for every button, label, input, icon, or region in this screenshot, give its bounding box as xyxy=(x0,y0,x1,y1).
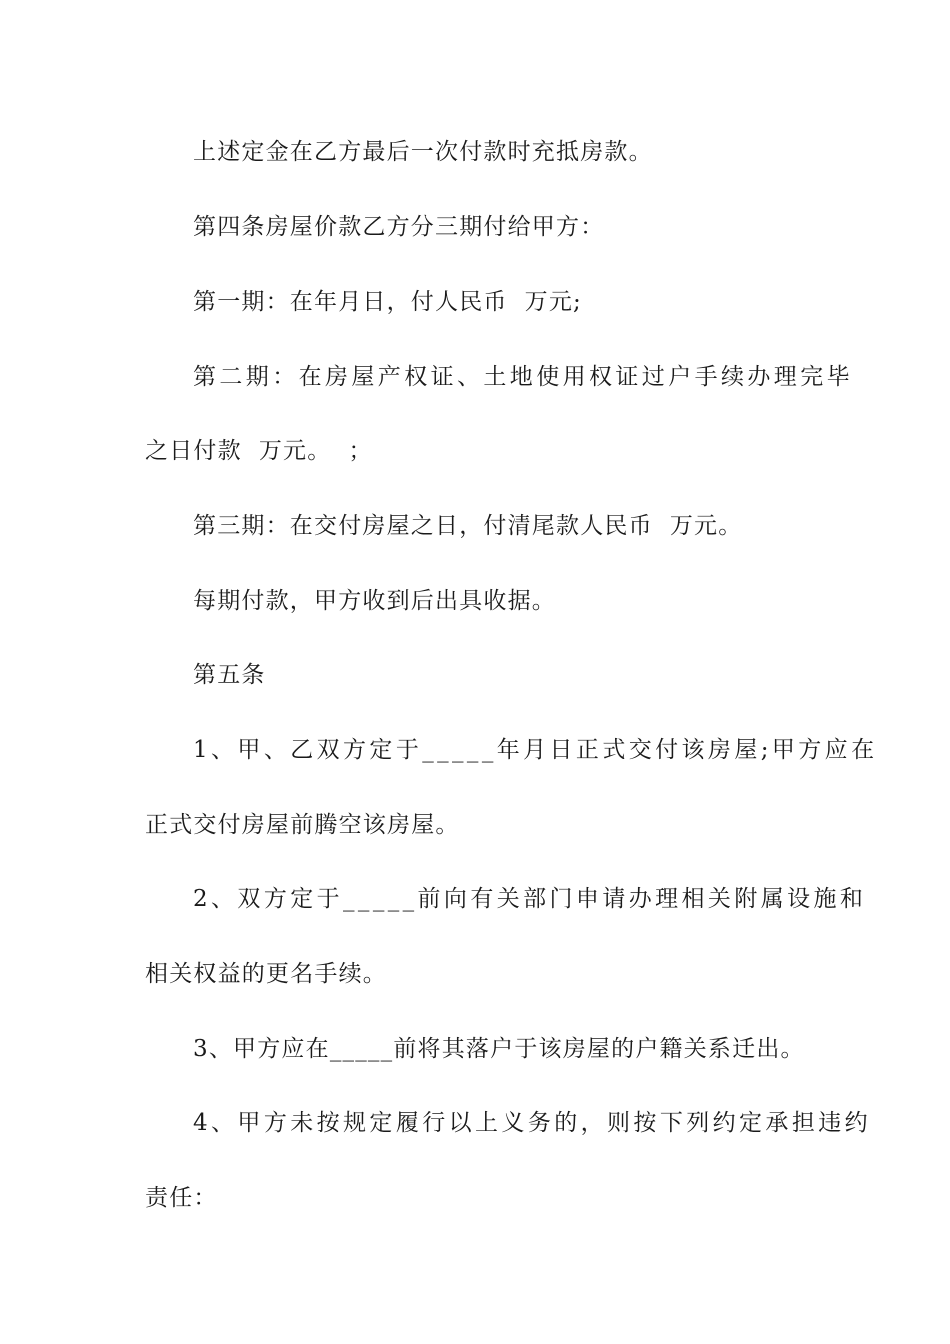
paragraph-installment-2-continued: 之日付款 万元。 ； xyxy=(145,438,373,464)
paragraph-installment-1: 第一期：在年月日，付人民币 万元; xyxy=(193,289,582,315)
paragraph-clause-1-continued: 正式交付房屋前腾空该房屋。 xyxy=(145,812,460,838)
paragraph-installment-2: 第二期：在房屋产权证、土地使用权证过户手续办理完毕 xyxy=(193,364,853,390)
paragraph-clause-3: 3、甲方应在_____前将其落户于该房屋的户籍关系迁出。 xyxy=(193,1036,805,1062)
paragraph-article-5-heading: 第五条 xyxy=(193,662,266,688)
paragraph-deposit-offset: 上述定金在乙方最后一次付款时充抵房款。 xyxy=(193,139,653,165)
paragraph-article-4-heading: 第四条房屋价款乙方分三期付给甲方： xyxy=(193,214,605,240)
paragraph-clause-4-continued: 责任： xyxy=(145,1185,218,1211)
paragraph-clause-4: 4、甲方未按规定履行以上义务的，则按下列约定承担违约 xyxy=(193,1110,872,1136)
paragraph-clause-2: 2、双方定于_____前向有关部门申请办理相关附属设施和 xyxy=(193,886,867,912)
paragraph-clause-1: 1、甲、乙双方定于_____年月日正式交付该房屋;甲方应在 xyxy=(193,737,878,763)
paragraph-installment-3: 第三期：在交付房屋之日，付清尾款人民币 万元。 xyxy=(193,513,743,539)
paragraph-clause-2-continued: 相关权益的更名手续。 xyxy=(145,961,387,987)
paragraph-receipt: 每期付款，甲方收到后出具收据。 xyxy=(193,588,556,614)
